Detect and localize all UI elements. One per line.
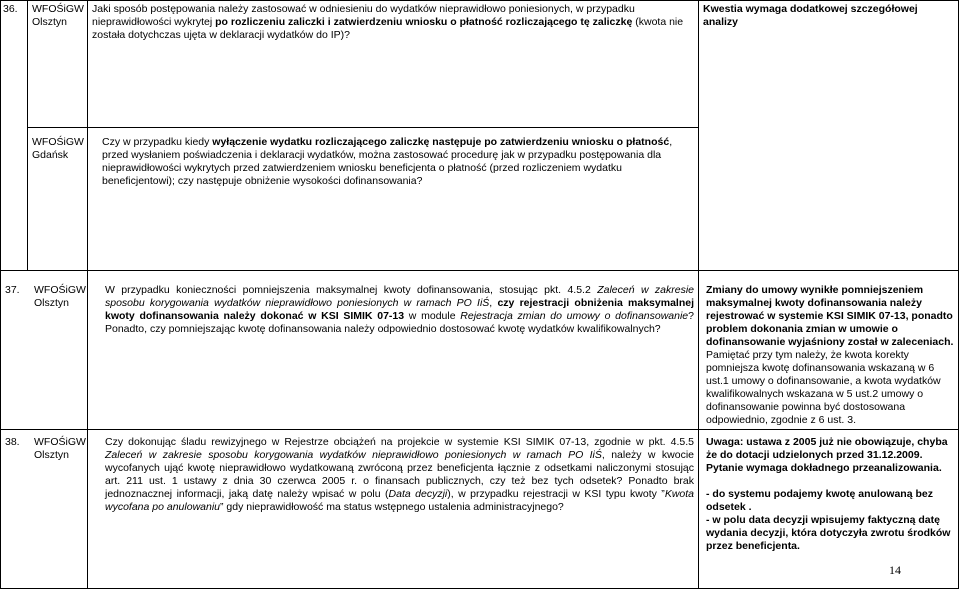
comment-emphasis: - w polu data decyzji wpisujemy faktyczną datę wydania decyzji, która dotyczyła zwrotu środków przez beneficjenta.: [706, 514, 951, 552]
answer-text: W przypadku konieczności pomniejszenia maksymalnej kwoty dofinansowania, stosując pkt. 4.5.2: [105, 284, 598, 296]
organization-city: Olsztyn: [34, 297, 70, 309]
organization-cell: [28, 128, 88, 271]
table-row: [1, 1, 959, 128]
answer-text: ” gdy nieprawidłowość ma status wstępnego ustalenia administracyjnego?: [220, 501, 564, 513]
question-cell: [88, 128, 699, 271]
organization-name: WFOŚiGW: [34, 436, 86, 448]
answer-italic: Data decyzji: [388, 488, 448, 500]
organization-city: Olsztyn: [34, 449, 70, 461]
answer-italic: Kwota wycofana po anulowaniu: [105, 488, 694, 513]
question-emphasis: po rozliczeniu zaliczki i zatwierdzeniu wniosku o płatność rozliczającego tę zaliczkę: [215, 16, 633, 28]
answer-text: ,: [489, 297, 498, 309]
answer-text: Czy dokonując śladu rewizyjnego w Rejestrze obciążeń na projekcie w systemie KSI SIMIK 07-13, zgodnie w pkt. 4.5.5: [105, 436, 694, 448]
question-text: (kwota nie została dotychczas ujęta w deklaracji wydatków do IP)?: [92, 16, 684, 41]
row-number: 37.: [5, 284, 20, 296]
answer-text: ), w przypadku rejestracji w KSI typu kwoty ”: [447, 488, 665, 500]
question-text: , przed wysłaniem poświadczenia i deklaracji wydatków, można zastosować procedurę jak w przypadku postępowania dla nieprawidłowości wykrytych przed zatwierdzeniem wniosku beneficjenta o płatność (przed rozliczeniem wydatku beneficjentowi); czy następuje obniżenie wysokości dofinansowania?: [102, 136, 673, 187]
row-number-cell: [1, 1, 28, 271]
organization-cell: [28, 1, 88, 128]
answer-cell: [88, 271, 699, 430]
answer-text: ? Ponadto, czy pomniejszając kwotę dofinansowania należy odpowiednio dostosować kwotę wydatków kwalifikowalnych?: [105, 310, 694, 335]
organization-name: WFOŚiGW: [34, 284, 86, 296]
comment-emphasis: Zmiany do umowy wynikłe pomniejszeniem maksymalnej kwoty dofinansowania należy rejestrować w systemie KSI SIMIK 07-13, ponadto problem dokonania zmian w umowie o dofinansowanie wyjaśniony został w zaleceniach.: [706, 284, 954, 348]
answer-text: , należy w kwocie wycofanych ująć kwotę nieprawidłowo wydatkowaną zwróconą przez beneficjenta łącznie z odsetkami naliczonymi stosując art. 211 ust. 1 ustawy z dnia 30 czerwca 2005 r. o finansach publicznych, czy też bez tych odsetek? Ponadto brak jednoznacznej informacji, jaką datę należy wpisać w polu (: [105, 449, 694, 500]
table-row: [1, 271, 959, 430]
organization-cell: [1, 271, 88, 430]
organization-cell: [1, 430, 88, 589]
answer-italic: Rejestracja zmian do umowy o dofinansowanie: [460, 310, 689, 322]
comment-cell: [699, 271, 959, 430]
comment-emphasis: - do systemu podajemy kwotę anulowaną bez odsetek .: [706, 488, 933, 513]
answer-cell: [88, 430, 699, 589]
comment-cell: [699, 430, 959, 589]
question-cell: [88, 1, 699, 128]
answer-emphasis: czy rejestracji obniżenia maksymalnej kwoty dofinansowania należy dokonać w KSI SIMIK 07-13: [105, 297, 694, 322]
comment-text: Kwestia wymaga dodatkowej szczegółowej analizy: [703, 3, 918, 28]
answer-italic: Zaleceń w zakresie sposobu korygowania wydatków nieprawidłowo poniesionych w ramach PO IiŚ: [105, 284, 695, 309]
comment-cell: [699, 1, 959, 271]
organization-city: Olsztyn: [32, 16, 68, 28]
question-emphasis: wyłączenie wydatku rozliczającego zaliczkę następuje po zatwierdzeniu wniosku o płatność: [212, 136, 670, 148]
row-number: 36.: [3, 3, 18, 15]
answer-text: w module: [404, 310, 461, 322]
comment-text: Pamiętać przy tym należy, że kwota korekty pomniejsza kwotę dofinansowania wskazaną w 6 ust.1 umowy o dofinansowanie, a kwota wydatków kwalifikowalnych wskazana w 5 ust.2 umowy o dofinansowanie powinna być dostosowana odpowiednio, zgodnie z 6 ust. 3.: [706, 349, 941, 426]
row-number: 38.: [5, 436, 20, 448]
organization-city: Gdańsk: [32, 149, 69, 161]
answer-italic: Zaleceń w zakresie sposobu korygowania wydatków nieprawidłowo poniesionych w ramach PO IiŚ: [105, 449, 602, 461]
question-text: Czy w przypadku kiedy: [102, 136, 213, 148]
comment-emphasis: Uwaga: ustawa z 2005 już nie obowiązuje, chyba że do dotacji udzielonych przed 31.12.2009.: [706, 436, 948, 461]
page-number: 14: [889, 563, 901, 577]
organization-name: WFOŚiGW: [32, 136, 84, 148]
table-row: [1, 430, 959, 589]
question-text: Jaki sposób postępowania należy zastosować w odniesieniu do wydatków nieprawidłowo poniesionych, w przypadku nieprawidłowości wykrytej: [92, 3, 635, 28]
comment-emphasis: Pytanie wymaga dokładnego przeanalizowania.: [706, 462, 942, 474]
organization-name: WFOŚiGW: [32, 3, 84, 15]
